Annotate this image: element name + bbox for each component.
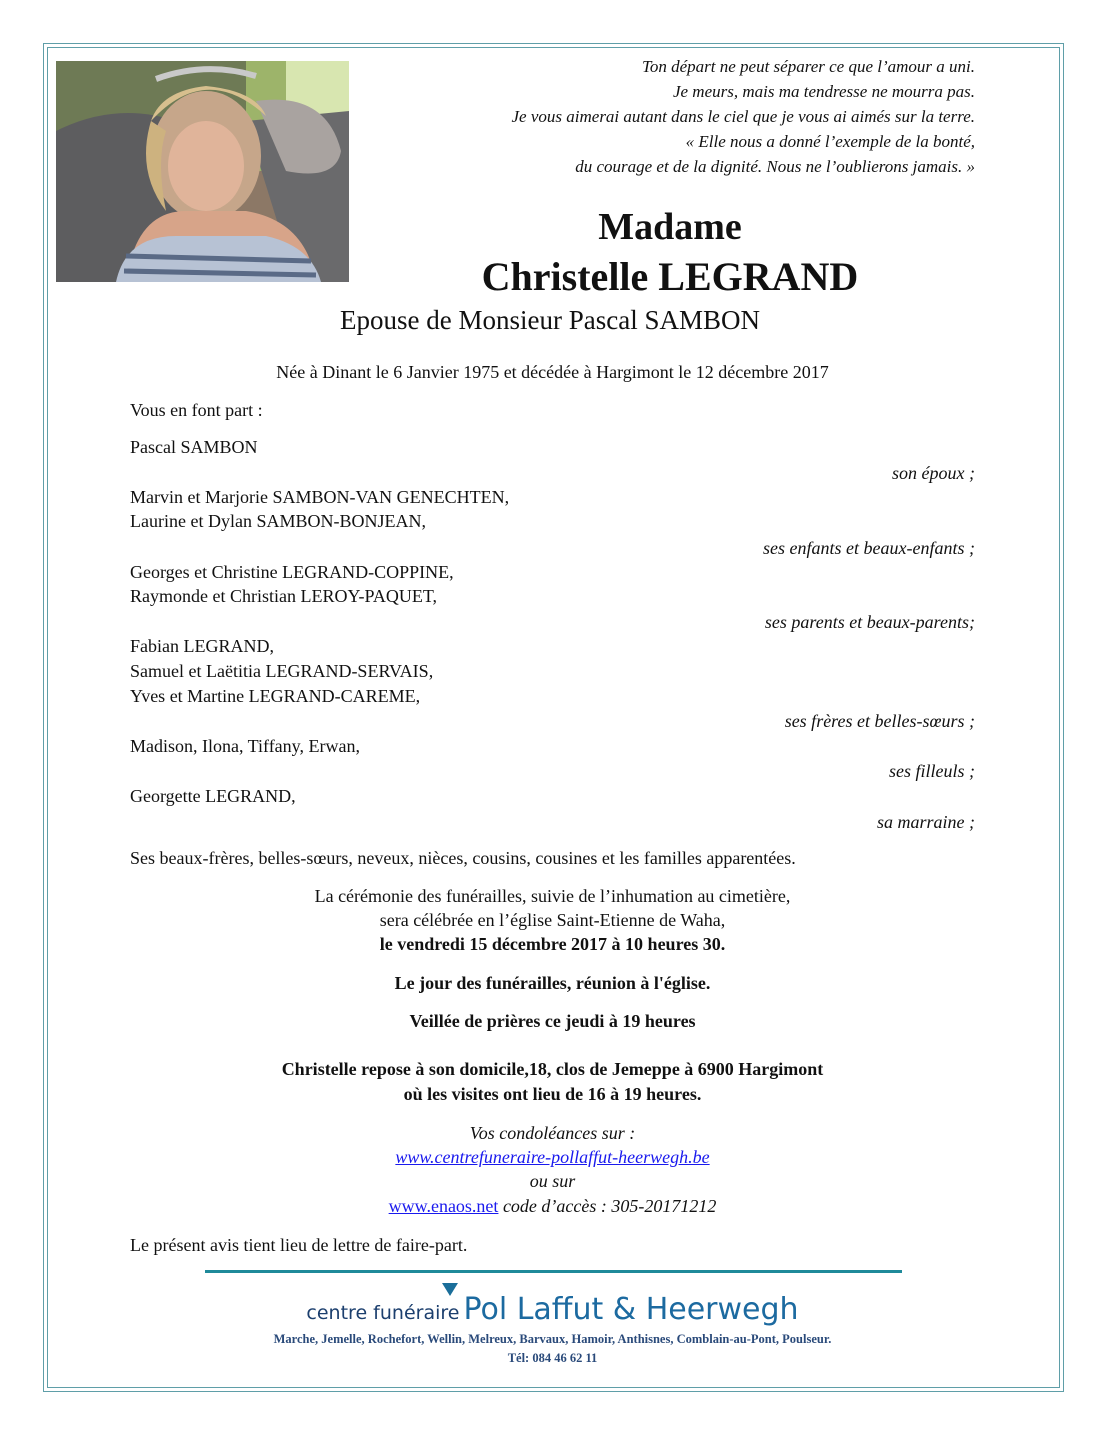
title-prefix: Madame xyxy=(598,206,742,248)
ceremony-date: le vendredi 15 décembre 2017 à 10 heures 30. xyxy=(379,934,726,954)
extended-family: Ses beaux-frères, belles-sœurs, neveux, nièces, cousins, cousines et les familles apparentées. xyxy=(130,848,796,868)
family-name: Yves et Martine LEGRAND-CAREME, xyxy=(130,686,421,706)
poem-line: « Elle nous a donné l’exemple de la bonté, xyxy=(685,132,975,151)
enaos-link[interactable]: www.enaos.net xyxy=(388,1196,499,1216)
relation-label: ses filleuls ; xyxy=(889,761,975,781)
condolences-or: ou sur xyxy=(529,1171,576,1191)
relation-label: ses frères et belles-sœurs ; xyxy=(784,711,975,731)
poem-line: Ton départ ne peut séparer ce que l’amour a uni. xyxy=(641,57,975,76)
deceased-name: Christelle LEGRAND xyxy=(481,254,859,299)
poem-line: du courage et de la dignité. Nous ne l’oublierons jamais. » xyxy=(575,157,975,176)
ceremony-line: sera célébrée en l’église Saint-Etienne de Waha, xyxy=(379,910,726,930)
poem-line: Je meurs, mais ma tendresse ne mourra pas. xyxy=(672,82,975,101)
company-logo xyxy=(200,1292,905,1327)
company-name: Pol Laffut & Heerwegh xyxy=(463,1292,799,1327)
condolences-label: Vos condoléances sur : xyxy=(469,1123,636,1143)
poem xyxy=(335,54,975,179)
company-phone: Tél: 084 46 62 11 xyxy=(507,1351,598,1365)
rest-location: Christelle repose à son domicile,18, clos de Jemeppe à 6900 Hargimont xyxy=(281,1059,824,1079)
footer-note: Le présent avis tient lieu de lettre de faire-part. xyxy=(130,1235,468,1255)
relation-label: ses parents et beaux-parents; xyxy=(764,612,975,632)
visit-hours: où les visites ont lieu de 16 à 19 heures. xyxy=(403,1084,702,1104)
family-name: Fabian LEGRAND, xyxy=(130,636,274,656)
condolences-alt xyxy=(130,1194,975,1218)
condolences-link[interactable]: www.centrefuneraire-pollaffut-heerwegh.be xyxy=(395,1147,710,1167)
relation-label: ses enfants et beaux-enfants ; xyxy=(763,538,975,558)
family-name: Samuel et Laëtitia LEGRAND-SERVAIS, xyxy=(130,661,434,681)
portrait-photo xyxy=(56,61,349,282)
intro: Vous en font part : xyxy=(130,400,263,420)
ceremony-line: La cérémonie des funérailles, suivie de l’inhumation au cimetière, xyxy=(314,886,791,906)
vigil-notice: Veillée de prières ce jeudi à 19 heures xyxy=(409,1011,696,1031)
family-name: Raymonde et Christian LEROY-PAQUET, xyxy=(130,586,437,606)
family-name: Georges et Christine LEGRAND-COPPINE, xyxy=(130,562,454,582)
spouse-line: Epouse de Monsieur Pascal SAMBON xyxy=(340,305,760,335)
poem-line: Je vous aimerai autant dans le ciel que je vous ai aimés sur la terre. xyxy=(511,107,975,126)
family-name: Laurine et Dylan SAMBON-BONJEAN, xyxy=(130,511,426,531)
family-name: Georgette LEGRAND, xyxy=(130,786,296,806)
family-name: Madison, Ilona, Tiffany, Erwan, xyxy=(130,736,360,756)
relation-label: sa marraine ; xyxy=(877,812,975,832)
footer-divider xyxy=(205,1270,902,1273)
company-prefix: centre funéraire xyxy=(306,1302,460,1324)
access-code: code d’accès : 305-20171212 xyxy=(498,1196,717,1216)
ceremony-meeting: Le jour des funérailles, réunion à l'église. xyxy=(394,973,711,993)
family-name: Marvin et Marjorie SAMBON-VAN GENECHTEN, xyxy=(130,487,510,507)
relation-label: son époux ; xyxy=(892,463,975,483)
family-name: Pascal SAMBON xyxy=(130,437,258,457)
birth-death-line: Née à Dinant le 6 Janvier 1975 et décédée à Hargimont le 12 décembre 2017 xyxy=(276,362,829,382)
company-towns: Marche, Jemelle, Rochefort, Wellin, Melreux, Barvaux, Hamoir, Anthisnes, Comblain-au-Pont, Poulseur. xyxy=(273,1332,832,1346)
